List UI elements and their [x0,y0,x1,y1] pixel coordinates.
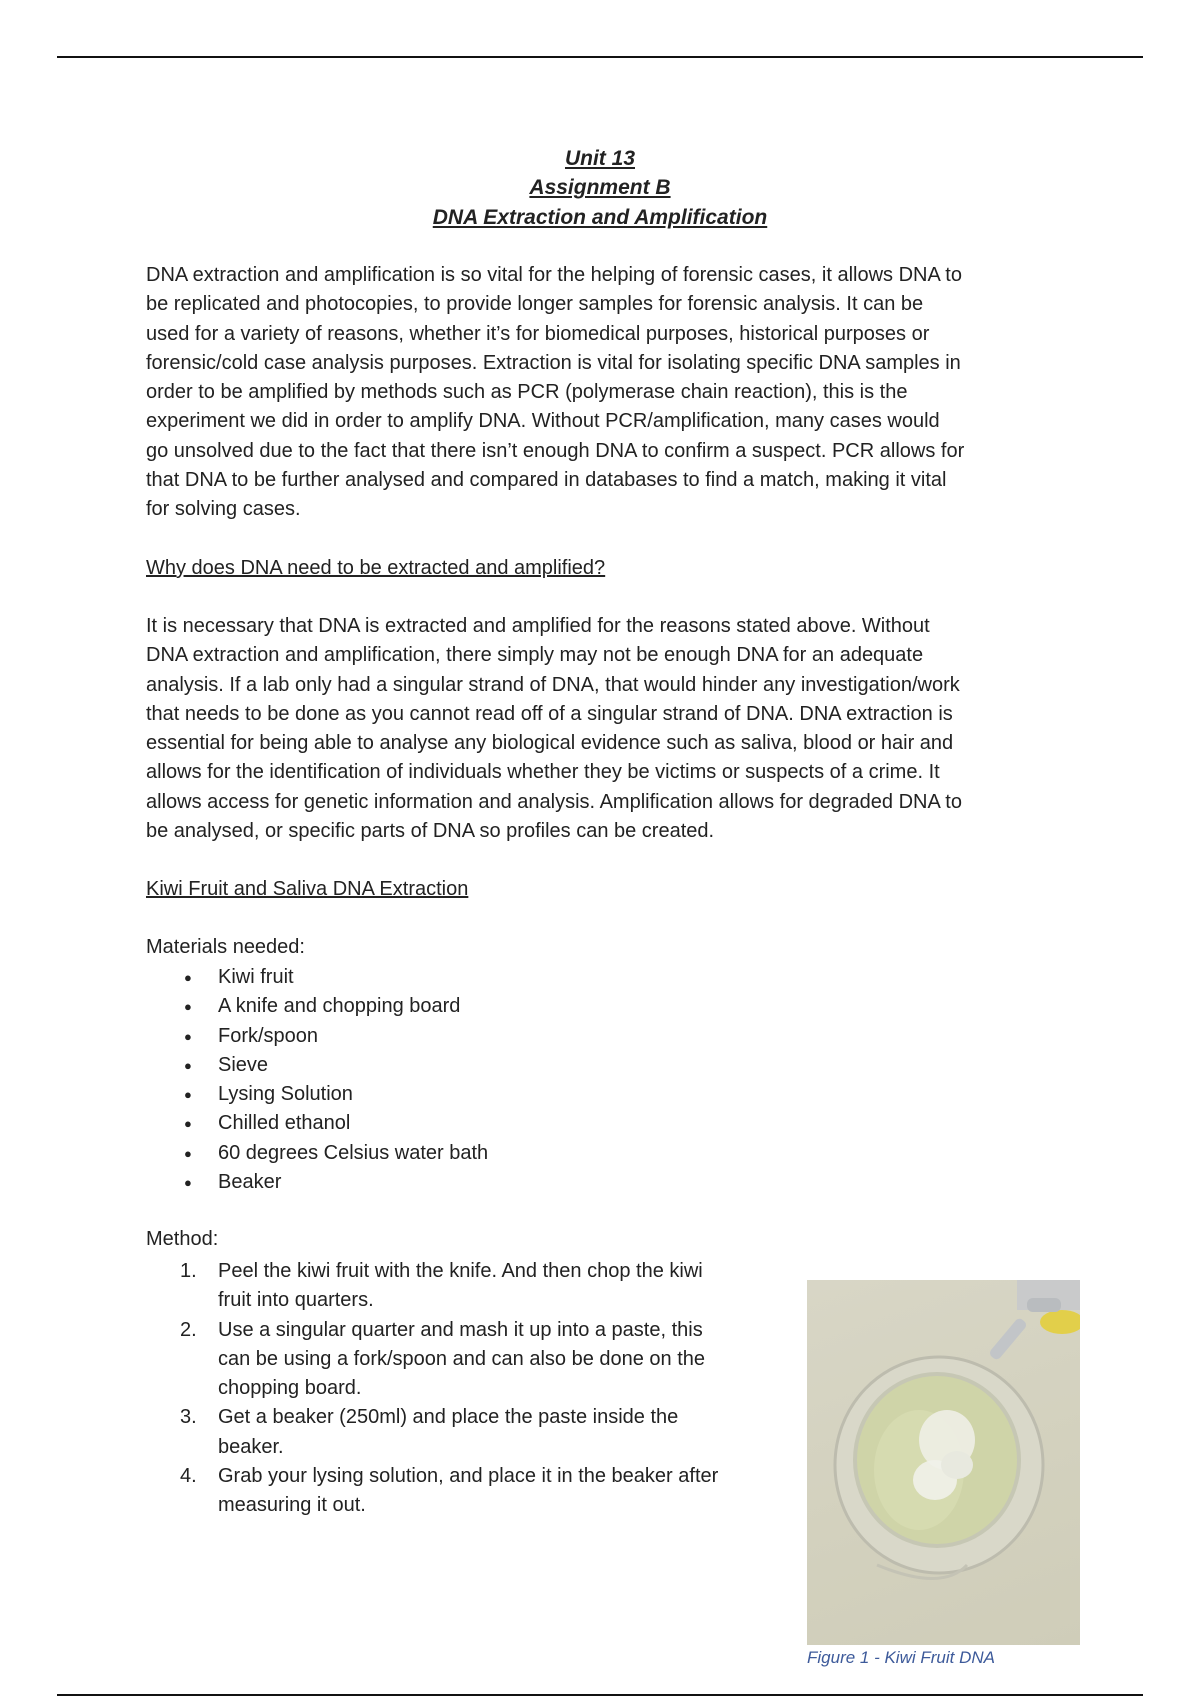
method-step-line [146,1345,718,1374]
bullet-icon: ● [184,1116,192,1132]
step-number: 1. [180,1260,197,1282]
text-line: experiment we did in order to amplify DNA. Without PCR/amplification, many cases would [146,410,940,433]
why-paragraph [146,612,962,846]
material-item [146,1109,488,1138]
step-text: Grab your lysing solution, and place it in the beaker after [218,1465,719,1488]
figure-caption: Figure 1 - Kiwi Fruit DNA [807,1648,995,1667]
material-item [146,1080,488,1109]
material-text: Kiwi fruit [218,966,294,988]
text-line: be replicated and photocopies, to provide longer samples for forensic analysis. It can be [146,293,924,316]
text-line: go unsolved due to the fact that there isn’t enough DNA to confirm a suspect. PCR allows for [146,439,965,462]
section-heading-kiwi: Kiwi Fruit and Saliva DNA Extraction [146,878,469,900]
kiwi-dna-photo [807,1280,1080,1645]
unit-title: Unit 13 [564,147,635,170]
step-text: Use a singular quarter and mash it up into a paste, this [218,1318,703,1341]
text-line: essential for being able to analyse any biological evidence such as saliva, blood or hair and [146,732,954,755]
method-step-line [146,1403,718,1432]
materials-list [146,963,488,1197]
text-line: analysis. If a lab only had a singular strand of DNA, that would hinder any investigation/work [146,673,960,696]
method-label: Method: [146,1228,219,1250]
step-text: beaker. [218,1435,284,1458]
step-text: can be using a fork/spoon and can also be done on the [218,1347,706,1370]
step-number: 4. [180,1465,197,1488]
method-step-line [146,1286,718,1315]
method-step-line [146,1433,718,1462]
text-line: DNA extraction and amplification is so vital for the helping of forensic cases, it allows DNA to [146,264,962,286]
step-text: Get a beaker (250ml) and place the paste inside the [218,1406,679,1429]
assignment-title: Assignment B [529,176,671,199]
method-step-line [146,1257,718,1286]
material-text: 60 degrees Celsius water bath [218,1141,489,1164]
text-line: used for a variety of reasons, whether it’s for biomedical purposes, historical purposes or [146,322,930,345]
material-item [146,992,488,1021]
intro-paragraph [146,261,964,525]
materials-label: Materials needed: [146,936,305,958]
text-line: It is necessary that DNA is extracted and amplified for the reasons stated above. Without [146,615,930,637]
step-text: fruit into quarters. [218,1289,374,1312]
material-item [146,963,488,992]
bullet-icon: ● [184,1145,192,1161]
text-line: for solving cases. [146,498,301,521]
method-step-line [146,1316,718,1345]
top-rule [57,56,1143,58]
step-text: chopping board. [218,1377,362,1400]
material-item [146,1168,488,1197]
step-number: 2. [180,1318,197,1341]
method-step-line [146,1462,718,1491]
bullet-icon: ● [184,1057,192,1073]
text-line: DNA extraction and amplification, there simply may not be enough DNA for an adequate [146,644,924,667]
bullet-icon: ● [184,1087,192,1103]
method-step-line [146,1374,718,1403]
bottom-rule [57,1694,1143,1696]
method-step-line [146,1491,718,1520]
text-line: that DNA to be further analysed and compared in databases to find a match, making it vital [146,469,947,492]
bullet-icon: ● [184,999,192,1015]
material-item [146,1051,488,1080]
bullet-icon: ● [184,1028,192,1044]
step-number: 3. [180,1406,197,1429]
text-line: allows access for genetic information and analysis. Amplification allows for degraded DNA to [146,790,962,813]
step-text: measuring it out. [218,1494,366,1517]
step-text: Peel the kiwi fruit with the knife. And then chop the kiwi [218,1260,703,1282]
text-line: that needs to be done as you cannot read off of a singular strand of DNA. DNA extraction is [146,702,953,725]
material-item [146,1022,488,1051]
material-text: Sieve [218,1053,269,1076]
material-text: Chilled ethanol [218,1112,351,1135]
text-line: be analysed, or specific parts of DNA so profiles can be created. [146,820,715,843]
material-text: Fork/spoon [218,1024,319,1047]
text-line: forensic/cold case analysis purposes. Extraction is vital for isolating specific DNA samples in [146,351,961,374]
method-list [146,1257,718,1521]
text-line: allows for the identification of individuals whether they be victims or suspects of a crime. It [146,761,940,784]
text-line: order to be amplified by methods such as PCR (polymerase chain reaction), this is the [146,381,908,404]
material-text: A knife and chopping board [218,995,461,1018]
material-text: Beaker [218,1171,282,1194]
document-title: DNA Extraction and Amplification [432,206,768,229]
bullet-icon: ● [184,1175,192,1191]
material-item [146,1139,488,1168]
section-heading-why: Why does DNA need to be extracted and amplified? [146,557,606,579]
bullet-icon: ● [184,970,192,985]
material-text: Lysing Solution [218,1083,353,1106]
